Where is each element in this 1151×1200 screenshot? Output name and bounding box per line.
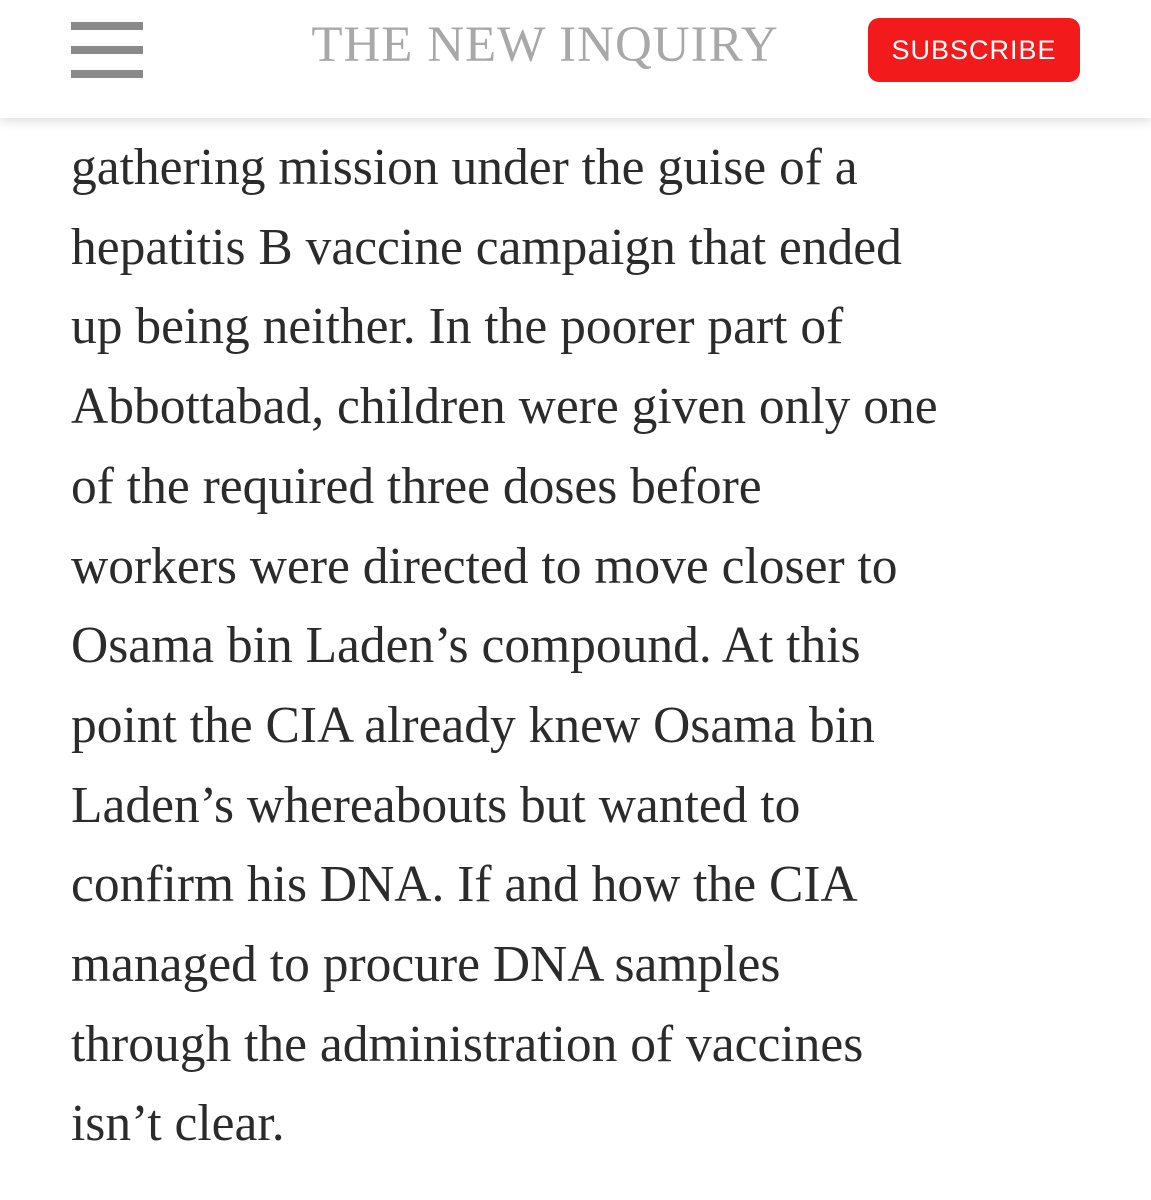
article-body [71,128,1111,1164]
article-text-line: isn’t clear. [71,1095,285,1153]
hamburger-menu-icon[interactable] [71,22,143,78]
site-header [0,0,1151,118]
article-text-line: Abbottabad, children were given only one [71,378,938,436]
subscribe-button[interactable]: SUBSCRIBE [868,18,1080,82]
article-text-line: managed to procure DNA samples [71,936,781,994]
menu-bar-top [71,22,143,30]
article-text-line: hepatitis B vaccine campaign that ended [71,218,902,276]
article-text-line: confirm his DNA. If and how the CIA [71,856,858,914]
menu-bar-middle [71,46,143,54]
article-text-line: point the CIA already knew Osama bin [71,696,875,754]
article-text-line: up being neither. In the poorer part of [71,298,844,356]
article-text-line: through the administration of vaccines [71,1015,864,1073]
article-text-line: Laden’s whereabouts but wanted to [71,776,801,834]
site-title[interactable]: THE NEW INQUIRY [311,17,779,73]
menu-bar-bottom [71,70,143,78]
article-text-line: of the required three doses before [71,457,762,515]
article-text-line: gathering mission under the guise of a [71,139,858,196]
article-text-line: workers were directed to move closer to [71,537,898,595]
article-text-line: Osama bin Laden’s compound. At this [71,617,861,675]
